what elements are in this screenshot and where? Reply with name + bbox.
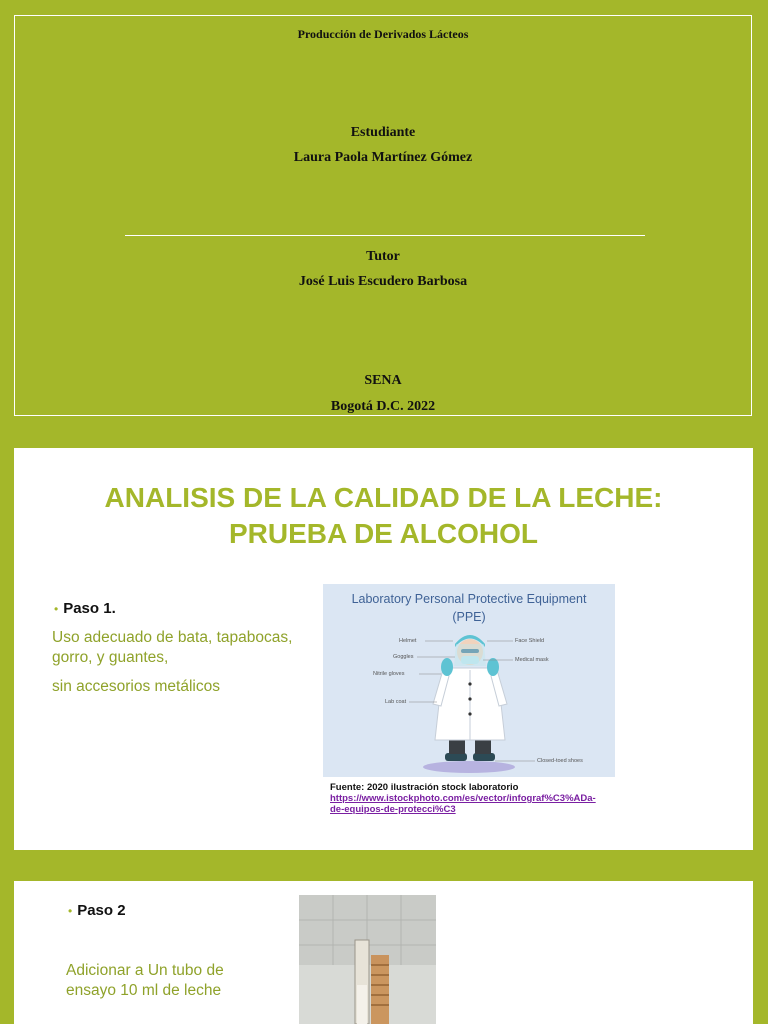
label-closed-toed-shoes: Closed-toed shoes xyxy=(537,758,583,764)
step-heading xyxy=(54,600,116,618)
slide-title xyxy=(14,480,753,552)
label-goggles: Goggles xyxy=(393,654,414,660)
alcohol-test-slide xyxy=(14,448,753,850)
label-lab-coat: Lab coat xyxy=(385,699,407,705)
step2-heading xyxy=(68,902,126,920)
cover-slide xyxy=(14,15,752,416)
divider-line xyxy=(125,235,645,236)
lab-photo-illustration xyxy=(299,895,436,1024)
infographic-title-line2: (PPE) xyxy=(452,610,486,624)
student-name: Laura Paola Martínez Gómez xyxy=(293,150,473,165)
ppe-infographic-image xyxy=(323,584,615,777)
slide-title-line1: ANALISIS DE LA CALIDAD DE LA LECHE: xyxy=(104,482,663,513)
label-helmet: Helmet xyxy=(399,638,417,644)
step2-instructions: Adicionar a Un tubo de ensayo 10 ml de leche xyxy=(66,962,224,999)
program-title: Producción de Derivados Lácteos xyxy=(297,27,469,41)
slide-title-line2: PRUEBA DE ALCOHOL xyxy=(228,518,539,549)
step-instructions: Uso adecuado de bata, tapabocas, gorro, y guantes, xyxy=(52,629,293,666)
step2-slide xyxy=(14,881,753,1024)
bullet-icon: • xyxy=(54,602,59,616)
caption-link-line1[interactable]: https://www.istockphoto.com/es/vector/infograf%C3%ADa- xyxy=(330,793,596,804)
label-nitrile-gloves: Nitrile gloves xyxy=(373,671,405,677)
student-label: Estudiante xyxy=(350,125,416,140)
label-medical-mask: Medical mask xyxy=(515,657,549,663)
tutor-name: José Luis Escudero Barbosa xyxy=(298,274,468,289)
caption-link-line2[interactable]: de-equipos-de-protecci%C3 xyxy=(330,804,456,815)
step-note: sin accesorios metálicos xyxy=(52,678,220,695)
city-year: Bogotá D.C. 2022 xyxy=(330,399,436,414)
infographic-title-line1: Laboratory Personal Protective Equipment xyxy=(351,592,587,606)
institution-name: SENA xyxy=(364,373,402,388)
step2-label: Paso 2 xyxy=(77,902,126,919)
bullet-icon: • xyxy=(68,904,73,918)
label-face-shield: Face Shield xyxy=(515,638,545,644)
caption-source: Fuente: 2020 ilustración stock laboratorio xyxy=(330,782,519,793)
lab-worker-illustration xyxy=(323,584,615,777)
test-tube-photo xyxy=(299,895,436,1024)
image-caption xyxy=(330,782,630,815)
tutor-label: Tutor xyxy=(366,249,400,264)
step-label: Paso 1. xyxy=(63,600,116,617)
